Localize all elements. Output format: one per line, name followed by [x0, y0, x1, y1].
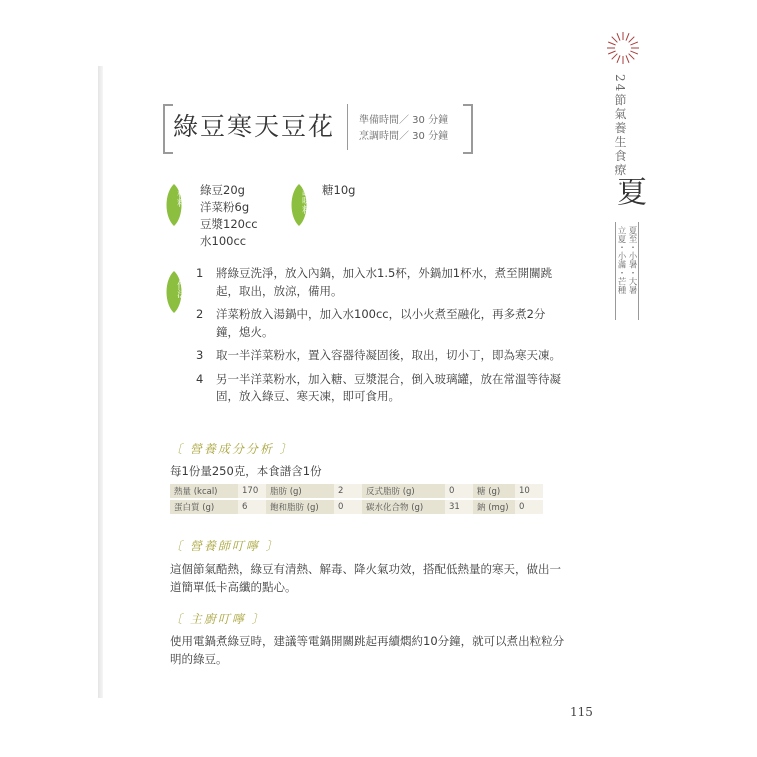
table-row: [170, 499, 543, 514]
seasoning-leaf-icon: [288, 183, 310, 227]
ingredient-item: 水100cc: [200, 234, 247, 248]
season-title: 夏: [611, 176, 646, 206]
nutrient-label: 熱量 (kcal): [170, 484, 238, 499]
step-number: 2: [196, 307, 204, 321]
ingredients-label: 材料: [175, 189, 185, 207]
title-bracket-right: [463, 104, 473, 154]
step-text: 洋菜粉放入湯鍋中，加入水100cc，以小火煮至融化，再多煮2分鐘，熄火。: [216, 307, 546, 339]
page-number: 115: [570, 705, 593, 719]
title-separator: [347, 104, 348, 150]
method-step: [196, 347, 566, 365]
method-label: 作法: [175, 280, 185, 298]
solar-terms-column: 夏至・小暑・大暑: [627, 226, 637, 294]
nutrient-label: 糖 (g): [473, 484, 515, 499]
step-number: 4: [196, 371, 204, 386]
seasoning-item: 糖10g: [322, 183, 356, 197]
nutrient-value: 6: [238, 499, 266, 514]
nutrient-label: 反式脂肪 (g): [362, 484, 445, 499]
seasoning-label: 調味料: [300, 187, 310, 214]
nutrient-label: 碳水化合物 (g): [362, 499, 445, 514]
nutrient-value: 0: [445, 484, 473, 499]
dietitian-heading: 〔 營養師叮嚀 〕: [170, 539, 280, 553]
chef-heading: 〔 主廚叮嚀 〕: [170, 612, 266, 626]
ingredient-item: 豆漿120cc: [200, 217, 258, 231]
cook-time: 烹調時間／ 30 分鐘: [359, 131, 449, 142]
nutrient-value: 31: [445, 499, 473, 514]
nutrient-value: 0: [334, 499, 362, 514]
seasoning-list: [322, 182, 355, 199]
method-step: [196, 371, 566, 406]
sun-icon: [605, 30, 641, 70]
ingredients-leaf-icon: [163, 183, 185, 227]
nutrient-label: 鈉 (mg): [473, 499, 515, 514]
method-step: [196, 265, 566, 300]
ingredient-item: 洋菜粉6g: [200, 200, 250, 214]
chef-text: 使用電鍋煮綠豆時，建議等電鍋開關跳起再續燜約10分鐘，就可以煮出粒粒分明的綠豆。: [170, 634, 565, 666]
nutrient-label: 脂肪 (g): [266, 484, 334, 499]
dietitian-text: 這個節氣酷熱，綠豆有清熱、解毒、降火氣功效，搭配低熱量的寒天，做出一道簡單低卡高纖的點心。: [170, 562, 561, 594]
nutrition-serving: 每1份量250克，本食譜含1份: [170, 464, 322, 478]
nutrient-label: 蛋白質 (g): [170, 499, 238, 514]
prep-time: 準備時間／ 30 分鐘: [359, 115, 449, 126]
title-bracket-left: [163, 104, 173, 154]
nutrition-table: [170, 484, 543, 514]
step-text: 取一半洋菜粉水，置入容器待凝固後，取出，切小丁，即為寒天凍。: [216, 348, 561, 362]
table-row: [170, 484, 543, 499]
nutrient-value: 10: [515, 484, 543, 499]
method-leaf-icon: [163, 270, 185, 314]
nutrient-value: 170: [238, 484, 266, 499]
recipe-title: 綠豆寒天豆花: [173, 112, 336, 141]
series-title: 24節氣養生食療・: [613, 74, 627, 192]
nutrition-heading: 〔 營養成分分析 〕: [170, 442, 294, 456]
ingredients-list: [200, 182, 258, 250]
step-number: 1: [196, 266, 204, 280]
solar-terms-column: 立夏・小滿・芒種: [616, 226, 626, 294]
method-step: [196, 306, 566, 341]
nutrient-value: 2: [334, 484, 362, 499]
step-text: 將綠豆洗淨，放入內鍋，加入水1.5杯，外鍋加1杯水，煮至開關跳起，取出，放涼，備用。: [216, 266, 553, 298]
ingredient-item: 綠豆20g: [200, 183, 245, 197]
step-number: 3: [196, 348, 204, 362]
step-text: 另一半洋菜粉水，加入糖、豆漿混合，倒入玻璃罐，放在常溫等待凝固，放入綠豆、寒天凍，即可食用。: [216, 371, 561, 403]
binding-gutter: [98, 66, 103, 698]
nutrient-label: 飽和脂肪 (g): [266, 499, 334, 514]
nutrient-value: 0: [515, 499, 543, 514]
method-steps: [196, 265, 566, 412]
